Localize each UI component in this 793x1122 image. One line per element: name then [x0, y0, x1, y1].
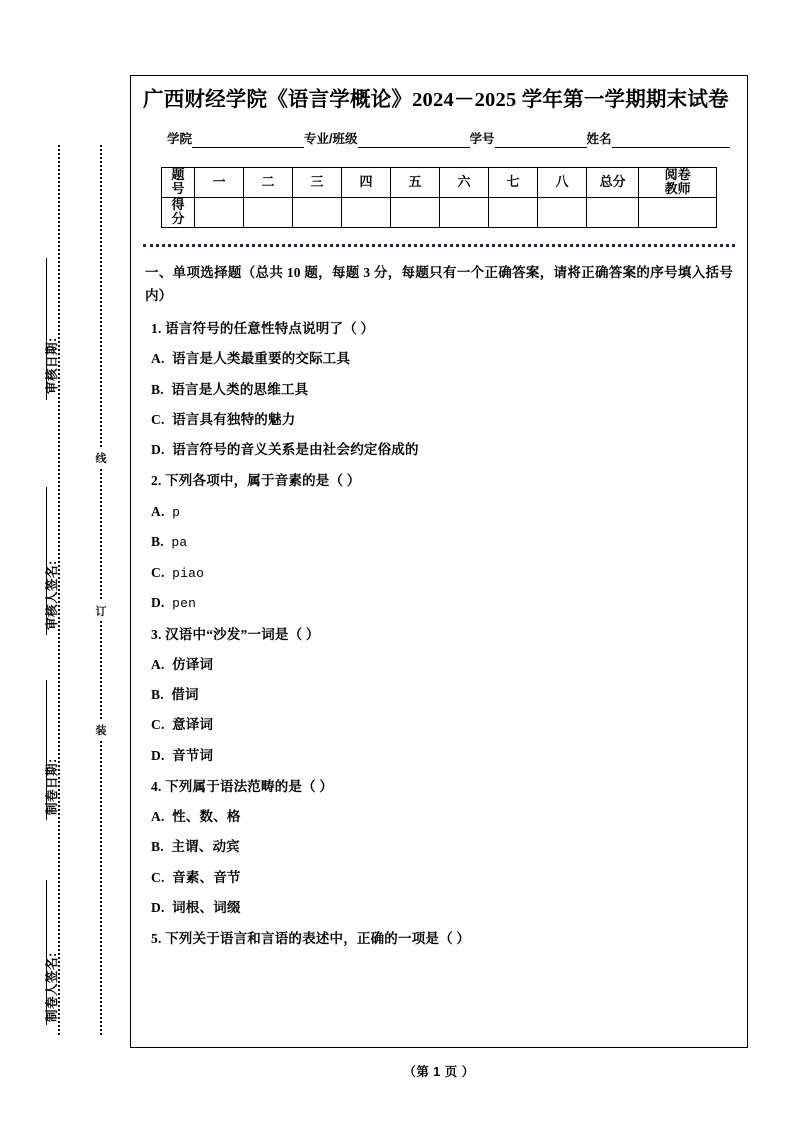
- header-cell-8: 八: [538, 167, 587, 197]
- student-no-input[interactable]: [495, 134, 587, 148]
- seam-char-fold: 装: [94, 720, 108, 740]
- score-cell-2[interactable]: [244, 197, 293, 227]
- score-cell-3[interactable]: [293, 197, 342, 227]
- question-1-option-d[interactable]: [151, 440, 733, 460]
- question-stem-4: 4. 下列属于语法范畴的是（ ）: [151, 778, 334, 794]
- option-text-b: 借词: [171, 687, 199, 702]
- option-label-c: C.: [151, 411, 165, 427]
- name-field[interactable]: [587, 129, 730, 148]
- option-text-a: 语言是人类最重要的交际工具: [172, 351, 351, 367]
- header-cell-5: 五: [391, 167, 440, 197]
- row-label-score: [162, 197, 195, 227]
- option-text-c: 音素、音节: [172, 869, 241, 885]
- option-label-b: B.: [151, 534, 164, 549]
- score-table-container: [131, 167, 747, 228]
- college-input[interactable]: [192, 134, 304, 148]
- question-4-option-c[interactable]: [151, 868, 733, 888]
- score-cell-4[interactable]: [342, 197, 391, 227]
- marker-label-line1: 阅卷: [664, 166, 691, 182]
- table-row-question-numbers: [162, 167, 717, 197]
- question-body: [131, 261, 747, 950]
- option-label-b: B.: [151, 687, 164, 702]
- option-label-b: B.: [151, 381, 164, 397]
- header-cell-7: 七: [489, 167, 538, 197]
- option-text-d: 语言符号的音义关系是由社会约定俗成的: [172, 442, 419, 457]
- question-1-option-b[interactable]: [151, 380, 733, 400]
- option-label-d: D.: [151, 747, 165, 763]
- header-cell-3: 三: [293, 167, 342, 197]
- margin-label-paper-date: 制卷日期:: [45, 758, 59, 815]
- option-text-a: 仿译词: [172, 656, 214, 672]
- page-title: 广西财经学院《语言学概论》2024－2025 学年第一学期期末试卷: [143, 89, 729, 111]
- page-footer: （第 1 页 ）: [403, 1065, 475, 1079]
- header-cell-2: 二: [244, 167, 293, 197]
- question-1-option-a[interactable]: [151, 349, 733, 369]
- seam-char-line: 线: [94, 448, 108, 468]
- question-2-option-d[interactable]: [151, 593, 733, 614]
- row-label-s-2: 分: [171, 211, 185, 227]
- option-text-c: piao: [172, 565, 205, 581]
- dotted-separator: [143, 244, 735, 247]
- student-no-label: 学号: [469, 131, 495, 146]
- score-cell-7[interactable]: [489, 197, 538, 227]
- option-label-d: D.: [151, 595, 165, 610]
- option-text-b: 语言是人类的思维工具: [171, 381, 309, 397]
- option-text-a: 性、数、格: [172, 809, 241, 824]
- table-row-scores: [162, 197, 717, 227]
- marker-label-line2: 教师: [664, 181, 691, 197]
- option-label-a: A.: [151, 656, 165, 672]
- section-heading: 一、单项选择题（总共 10 题，每题 3 分，每题只有一个正确答案，请将正确答案的序号填入括号内）: [145, 264, 733, 304]
- header-cell-6: 六: [440, 167, 489, 197]
- college-label: 学院: [167, 131, 193, 146]
- option-text-d: 音节词: [172, 747, 214, 763]
- score-cell-marker[interactable]: [639, 197, 717, 227]
- option-text-a: p: [172, 504, 181, 520]
- question-stem-1: 1. 语言符号的任意性特点说明了（ ）: [151, 321, 375, 336]
- option-label-b: B.: [151, 839, 164, 855]
- header-cell-total: 总分: [587, 167, 639, 197]
- option-label-c: C.: [151, 869, 165, 885]
- option-text-b: 主谓、动宾: [171, 839, 240, 855]
- option-text-b: pa: [171, 535, 188, 550]
- name-input[interactable]: [612, 134, 730, 148]
- question-3-option-a[interactable]: [151, 655, 733, 675]
- major-class-field[interactable]: [304, 129, 469, 148]
- option-label-a: A.: [151, 503, 165, 519]
- row-label-q-1: 题: [171, 166, 185, 182]
- score-cell-5[interactable]: [391, 197, 440, 227]
- option-label-c: C.: [151, 564, 165, 580]
- major-class-label: 专业/班级: [304, 131, 358, 146]
- question-4-option-a[interactable]: [151, 807, 733, 827]
- margin-label-reviewer-signature: 审核人签名:: [45, 560, 59, 630]
- college-field[interactable]: [167, 129, 304, 148]
- option-label-c: C.: [151, 717, 165, 733]
- option-label-d: D.: [151, 442, 165, 457]
- option-text-c: 意译词: [172, 717, 214, 733]
- row-label-q-2: 号: [171, 181, 185, 197]
- binding-margin: [0, 0, 130, 1122]
- header-cell-1: 一: [195, 167, 244, 197]
- question-1-option-c[interactable]: [151, 410, 733, 430]
- question-stem-5: 5. 下列关于语言和言语的表述中，正确的一项是（ ）: [151, 931, 471, 946]
- question-3-option-d[interactable]: [151, 746, 733, 766]
- score-cell-8[interactable]: [538, 197, 587, 227]
- student-no-field[interactable]: [470, 129, 587, 148]
- header-cell-marker: [639, 167, 717, 197]
- score-cell-1[interactable]: [195, 197, 244, 227]
- question-3-option-c[interactable]: [151, 715, 733, 735]
- option-label-a: A.: [151, 809, 165, 824]
- option-label-a: A.: [151, 351, 165, 367]
- seam-char-bind: 订: [94, 601, 108, 621]
- option-label-d: D.: [151, 899, 165, 915]
- header-cell-4: 四: [342, 167, 391, 197]
- question-stem-3: 3. 汉语中“沙发”一词是（ ）: [151, 626, 320, 642]
- row-label-s-1: 得: [171, 196, 185, 212]
- score-table: [161, 167, 717, 228]
- option-text-d: 词根、词缀: [172, 899, 241, 915]
- row-label-question-no: [162, 167, 195, 197]
- exam-paper-frame: [130, 75, 748, 1048]
- name-label: 姓名: [586, 131, 612, 146]
- question-3-option-b[interactable]: [151, 685, 733, 705]
- question-2-option-b[interactable]: [151, 532, 733, 553]
- margin-label-review-date: 审核日期:: [45, 337, 59, 394]
- question-4-option-b[interactable]: [151, 837, 733, 857]
- question-stem-2: 2. 下列各项中，属于音素的是（ ）: [151, 473, 361, 489]
- identity-fields-row: [131, 129, 747, 148]
- margin-label-maker-signature: 制卷人签名:: [45, 952, 59, 1022]
- dotted-rule-inner: [100, 145, 102, 1035]
- score-cell-6[interactable]: [440, 197, 489, 227]
- major-class-input[interactable]: [358, 134, 470, 148]
- question-4-option-d[interactable]: [151, 898, 733, 918]
- question-2-option-a[interactable]: [151, 502, 733, 523]
- option-text-c: 语言具有独特的魅力: [172, 411, 296, 427]
- option-text-d: pen: [172, 596, 197, 611]
- question-2-option-c[interactable]: [151, 563, 733, 584]
- score-cell-total[interactable]: [587, 197, 639, 227]
